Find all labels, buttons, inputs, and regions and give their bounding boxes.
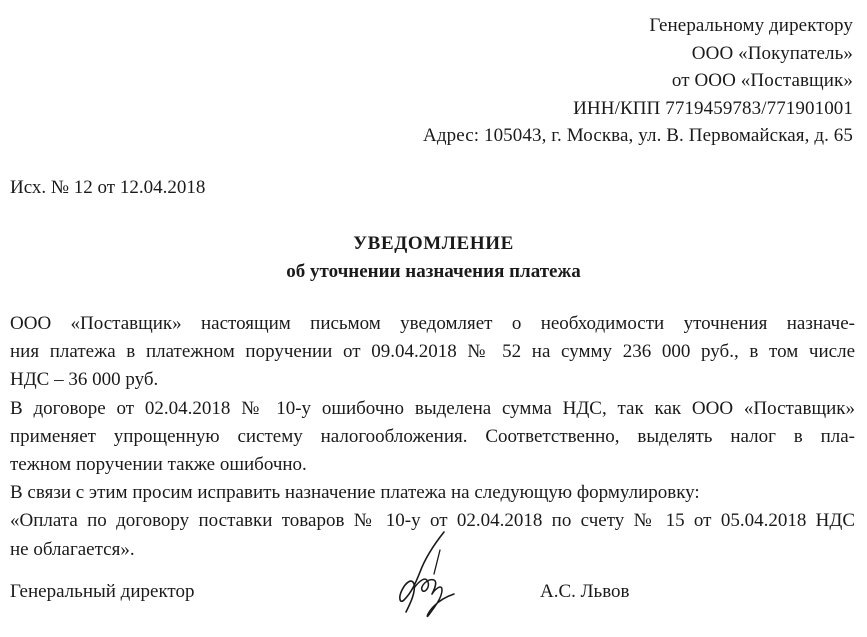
signatory-name: А.С. Львов bbox=[540, 581, 630, 602]
sender-address: Адрес: 105043, г. Москва, ул. В. Первомайская, д. 65 bbox=[423, 125, 853, 146]
addressee-company: ООО «Покупатель» bbox=[691, 42, 853, 64]
body-line: НДС – 36 000 руб. bbox=[10, 369, 159, 391]
signature-row bbox=[10, 580, 855, 610]
body-line: В связи с этим просим исправить назначение платежа на следующую формулировку: bbox=[10, 482, 700, 504]
signatory-position: Генеральный директор bbox=[10, 581, 195, 602]
outgoing-reference: Исх. № 12 от 12.04.2018 bbox=[10, 177, 206, 198]
body-line: «Оплата по договору поставки товаров № 10-у от 02.04.2018 по счету № 15 от 05.04.2018 НДС bbox=[10, 510, 855, 532]
document-heading bbox=[0, 230, 867, 286]
sender-company: от ООО «Поставщик» bbox=[671, 70, 853, 91]
body-line: применяет упрощенную систему налогообложения. Соответственно, выделять налог в пла- bbox=[10, 425, 855, 447]
addressee-block bbox=[423, 12, 853, 150]
body-line: ООО «Поставщик» настоящим письмом уведомляет о необходимости уточнения назначе- bbox=[10, 313, 855, 334]
addressee-position: Генеральному директору bbox=[649, 15, 853, 36]
body-line: тежном поручении также ошибочно. bbox=[10, 454, 307, 476]
body-line: не облагается». bbox=[10, 538, 135, 560]
body-line: В договоре от 02.04.2018 № 10-у ошибочно выделена сумма НДС, так как ООО «Поставщик» bbox=[10, 397, 855, 419]
body-line: ния платежа в платежном поручении от 09.04.2018 № 52 на сумму 236 000 руб., в том числе bbox=[10, 341, 855, 363]
letter-body bbox=[10, 310, 855, 564]
sender-inn-kpp: ИНН/КПП 7719459783/771901001 bbox=[573, 97, 853, 119]
document-title: УВЕДОМЛЕНИЕ bbox=[353, 233, 514, 254]
document-subtitle: об уточнении назначения платежа bbox=[286, 261, 581, 282]
